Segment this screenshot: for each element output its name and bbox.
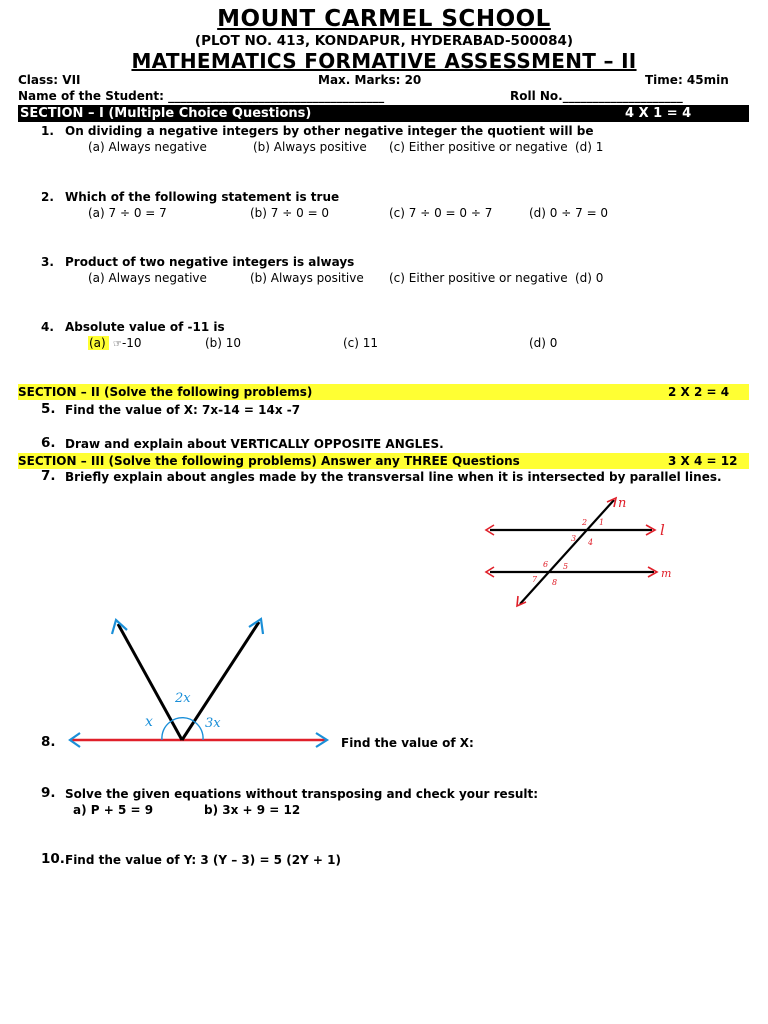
- question-text: Absolute value of -11 is: [65, 320, 225, 334]
- option-a[interactable]: (a) Always negative: [88, 271, 207, 285]
- question-number: 4.: [41, 320, 54, 334]
- question-text: Find the value of X:: [341, 736, 474, 750]
- label-l: l: [660, 521, 665, 539]
- option-a[interactable]: (a) Always negative: [88, 140, 207, 154]
- question-text: Product of two negative integers is always: [65, 255, 355, 269]
- angle-label: 8: [552, 578, 558, 587]
- angle-label: 2: [582, 518, 588, 527]
- question-number: 2.: [41, 190, 54, 204]
- question-text: Which of the following statement is true: [65, 190, 340, 204]
- angle-label: 7: [532, 575, 538, 584]
- time-label: Time: 45min: [645, 73, 729, 87]
- question-number: 10.: [41, 851, 65, 867]
- angle-arc: [196, 723, 203, 740]
- angle-label: 3: [571, 534, 577, 543]
- option-c[interactable]: (c) 7 ÷ 0 = 0 ÷ 7: [389, 206, 493, 220]
- label-m: m: [661, 567, 672, 580]
- option-d[interactable]: (d) 0 ÷ 7 = 0: [529, 206, 609, 220]
- class-label: Class: VII: [18, 73, 81, 87]
- option-a-value: ☞-10: [113, 336, 142, 350]
- equation-part-a: a) P + 5 = 9: [73, 803, 154, 817]
- angle-arc: [162, 722, 170, 740]
- option-d[interactable]: (d) 1: [575, 140, 604, 154]
- max-marks-label: Max. Marks: 20: [318, 73, 422, 87]
- question-text: On dividing a negative integers by other negative integer the quotient will be: [65, 124, 594, 138]
- equation-part-b: b) 3x + 9 = 12: [204, 803, 301, 817]
- question-text: Draw and explain about VERTICALLY OPPOSITE ANGLES.: [65, 437, 444, 451]
- question-text: Briefly explain about angles made by the transversal line when it is intersected by parallel lines.: [65, 470, 722, 484]
- question-number: 7.: [41, 468, 56, 484]
- student-name-field[interactable]: Name of the Student: ____________________________________: [18, 89, 385, 103]
- question-number: 1.: [41, 124, 54, 138]
- angle-label-3x: 3x: [205, 716, 221, 731]
- option-d[interactable]: (d) 0: [575, 271, 604, 285]
- option-a[interactable]: (a): [88, 336, 109, 350]
- option-c[interactable]: (c) 11: [343, 336, 379, 350]
- option-c[interactable]: (c) Either positive or negative: [389, 271, 568, 285]
- section-3-title: SECTION – III (Solve the following problems) Answer any THREE Questions: [18, 454, 520, 468]
- section-1-marks: 4 X 1 = 4: [625, 106, 692, 121]
- option-a[interactable]: (a) 7 ÷ 0 = 7: [88, 206, 167, 220]
- school-address: (PLOT NO. 413, KONDAPUR, HYDERABAD-500084): [194, 33, 574, 49]
- label-n: n: [618, 496, 627, 511]
- angle-label-2x: 2x: [175, 691, 191, 706]
- school-name: MOUNT CARMEL SCHOOL: [217, 6, 551, 32]
- question-number: 9.: [41, 785, 56, 801]
- option-d[interactable]: (d) 0: [529, 336, 558, 350]
- question-text: Find the value of Y: 3 (Y – 3) = 5 (2Y + 1): [65, 853, 341, 867]
- question-text: Find the value of X: 7x-14 = 14x -7: [65, 403, 301, 417]
- option-b[interactable]: (b) 10: [205, 336, 242, 350]
- section-2-marks: 2 X 2 = 4: [668, 385, 730, 399]
- exam-title: MATHEMATICS FORMATIVE ASSESSMENT – II: [131, 49, 637, 73]
- pointer-icon: ☞: [113, 339, 122, 350]
- option-b[interactable]: (b) 7 ÷ 0 = 0: [250, 206, 330, 220]
- angle-label: 6: [543, 560, 549, 569]
- option-b[interactable]: (b) Always positive: [253, 140, 367, 154]
- question-number: 5.: [41, 401, 56, 417]
- option-b[interactable]: (b) Always positive: [250, 271, 364, 285]
- option-c[interactable]: (c) Either positive or negative: [389, 140, 568, 154]
- angle-label: 1: [599, 518, 605, 527]
- angle-label: 4: [588, 538, 594, 547]
- question-number: 3.: [41, 255, 54, 269]
- section-2-title: SECTION – II (Solve the following problems): [18, 385, 313, 399]
- section-1-title: SECTION – I (Multiple Choice Questions): [20, 106, 312, 121]
- question-text: Solve the given equations without transposing and check your result:: [65, 787, 539, 801]
- angle-label-x: x: [145, 714, 153, 730]
- question-number: 6.: [41, 435, 56, 451]
- section-3-marks: 3 X 4 = 12: [668, 454, 738, 468]
- roll-number-field[interactable]: Roll No.____________________: [510, 89, 683, 103]
- question-number: 8.: [41, 734, 56, 750]
- angle-label: 5: [563, 562, 569, 571]
